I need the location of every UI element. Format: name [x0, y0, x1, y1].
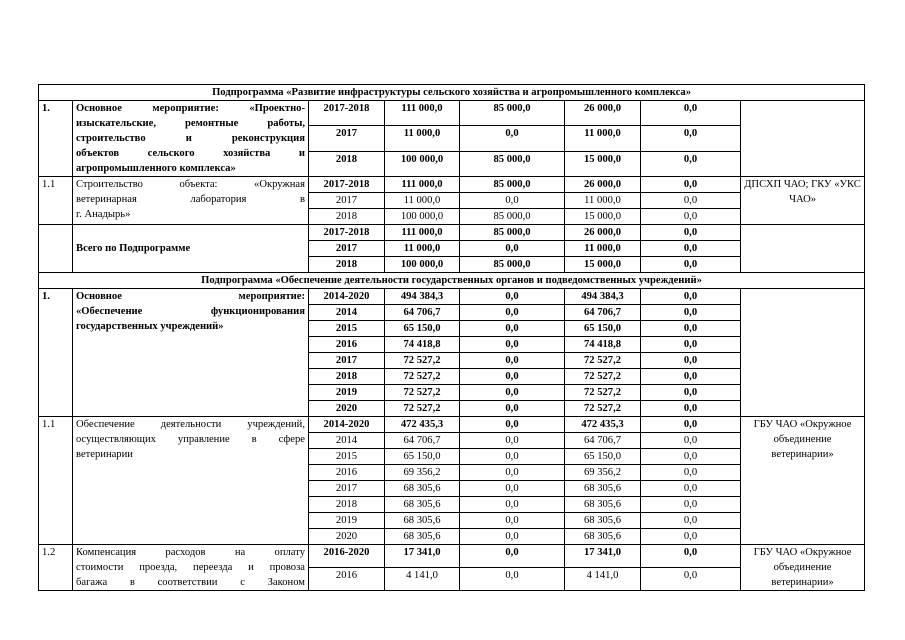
federal-cell: 0,0: [460, 337, 565, 353]
other-cell: 0,0: [641, 417, 741, 433]
period-cell: 2015: [309, 449, 385, 465]
regional-cell: 72 527,2: [565, 385, 641, 401]
period-cell: 2018: [309, 209, 385, 225]
other-cell: 0,0: [641, 449, 741, 465]
total-cell: 72 527,2: [385, 385, 460, 401]
total-cell: 68 305,6: [385, 529, 460, 545]
period-cell: 2019: [309, 385, 385, 401]
total-cell: 100 000,0: [385, 257, 460, 273]
other-cell: 0,0: [641, 209, 741, 225]
regional-cell: 72 527,2: [565, 369, 641, 385]
federal-cell: 85 000,0: [460, 257, 565, 273]
executor-cell: [741, 225, 865, 273]
description-line: «Обеспечение функционирования: [76, 306, 305, 317]
total-cell: 72 527,2: [385, 369, 460, 385]
total-cell: 111 000,0: [385, 177, 460, 193]
federal-cell: 0,0: [460, 289, 565, 305]
period-cell: 2018: [309, 497, 385, 513]
other-cell: 0,0: [641, 545, 741, 568]
federal-cell: 0,0: [460, 369, 565, 385]
period-cell: 2014: [309, 433, 385, 449]
description-line: Всего по Подпрограмме: [76, 243, 191, 254]
regional-cell: 472 435,3: [565, 417, 641, 433]
description-line: Компенсация расходов на оплату: [76, 547, 305, 558]
other-cell: 0,0: [641, 353, 741, 369]
table-row: [39, 417, 865, 433]
federal-cell: 0,0: [460, 417, 565, 433]
other-cell: 0,0: [641, 401, 741, 417]
federal-cell: 0,0: [460, 465, 565, 481]
period-cell: 2017-2018: [309, 101, 385, 126]
period-cell: 2014: [309, 305, 385, 321]
other-cell: 0,0: [641, 126, 741, 151]
total-cell: 68 305,6: [385, 513, 460, 529]
regional-cell: 11 000,0: [565, 126, 641, 151]
other-cell: 0,0: [641, 481, 741, 497]
executor-cell: ГБУ ЧАО «Окружное объединение ветеринарии»: [741, 545, 865, 591]
federal-cell: 85 000,0: [460, 209, 565, 225]
period-cell: 2017-2018: [309, 225, 385, 241]
description-line: Основное мероприятие:: [76, 291, 305, 302]
description-line: агропромышленного комплекса»: [76, 163, 236, 174]
period-cell: 2017-2018: [309, 177, 385, 193]
federal-cell: 0,0: [460, 529, 565, 545]
total-cell: 494 384,3: [385, 289, 460, 305]
regional-cell: 68 305,6: [565, 497, 641, 513]
period-cell: 2016: [309, 568, 385, 591]
regional-cell: 74 418,8: [565, 337, 641, 353]
total-cell: 111 000,0: [385, 225, 460, 241]
federal-cell: 0,0: [460, 321, 565, 337]
total-cell: 64 706,7: [385, 433, 460, 449]
item-number: 1.: [39, 289, 73, 417]
regional-cell: 68 305,6: [565, 481, 641, 497]
total-cell: 74 418,8: [385, 337, 460, 353]
item-number: 1.: [39, 101, 73, 177]
description-line: багажа в соответствии с Законом: [76, 577, 305, 588]
item-description: [73, 101, 309, 177]
description-line: государственных учреждений»: [76, 321, 224, 332]
total-cell: 72 527,2: [385, 353, 460, 369]
period-cell: 2015: [309, 321, 385, 337]
executor-cell: ДПСХП ЧАО; ГКУ «УКС ЧАО»: [741, 177, 865, 225]
item-number: [39, 225, 73, 273]
executor-cell: [741, 289, 865, 417]
item-description: [73, 545, 309, 591]
period-cell: 2017: [309, 353, 385, 369]
other-cell: 0,0: [641, 529, 741, 545]
regional-cell: 69 356,2: [565, 465, 641, 481]
period-cell: 2016-2020: [309, 545, 385, 568]
regional-cell: 26 000,0: [565, 101, 641, 126]
description-line: Основное мероприятие: «Проектно-: [76, 103, 305, 114]
period-cell: 2018: [309, 151, 385, 176]
description-line: стоимости проезда, переезда и провоза: [76, 562, 305, 573]
regional-cell: 15 000,0: [565, 257, 641, 273]
total-cell: 65 150,0: [385, 321, 460, 337]
total-cell: 11 000,0: [385, 241, 460, 257]
total-cell: 64 706,7: [385, 305, 460, 321]
period-cell: 2017: [309, 193, 385, 209]
federal-cell: 85 000,0: [460, 101, 565, 126]
period-cell: 2018: [309, 369, 385, 385]
other-cell: 0,0: [641, 305, 741, 321]
regional-cell: 72 527,2: [565, 401, 641, 417]
regional-cell: 4 141,0: [565, 568, 641, 591]
federal-cell: 0,0: [460, 568, 565, 591]
table-row: [39, 545, 865, 568]
other-cell: 0,0: [641, 177, 741, 193]
total-cell: 100 000,0: [385, 209, 460, 225]
period-cell: 2017: [309, 241, 385, 257]
description-line: объектов сельского хозяйства и: [76, 148, 305, 159]
federal-cell: 0,0: [460, 193, 565, 209]
federal-cell: 0,0: [460, 305, 565, 321]
item-number: 1.2: [39, 545, 73, 591]
total-cell: 11 000,0: [385, 126, 460, 151]
period-cell: 2014-2020: [309, 289, 385, 305]
regional-cell: 64 706,7: [565, 433, 641, 449]
regional-cell: 68 305,6: [565, 529, 641, 545]
regional-cell: 15 000,0: [565, 209, 641, 225]
regional-cell: 494 384,3: [565, 289, 641, 305]
description-line: ветеринарная лаборатория в: [76, 194, 305, 205]
period-cell: 2017: [309, 481, 385, 497]
regional-cell: 17 341,0: [565, 545, 641, 568]
description-line: изыскательские, ремонтные работы,: [76, 118, 305, 129]
executor-cell: [741, 101, 865, 177]
regional-cell: 65 150,0: [565, 321, 641, 337]
regional-cell: 68 305,6: [565, 513, 641, 529]
other-cell: 0,0: [641, 241, 741, 257]
regional-cell: 65 150,0: [565, 449, 641, 465]
other-cell: 0,0: [641, 497, 741, 513]
total-cell: 4 141,0: [385, 568, 460, 591]
description-line: ветеринарии: [76, 449, 133, 460]
table-row: [39, 177, 865, 193]
period-cell: 2020: [309, 529, 385, 545]
item-description: [73, 417, 309, 545]
period-cell: 2016: [309, 465, 385, 481]
period-cell: 2017: [309, 126, 385, 151]
regional-cell: 11 000,0: [565, 193, 641, 209]
regional-cell: 64 706,7: [565, 305, 641, 321]
program-funding-table: [38, 84, 865, 591]
other-cell: 0,0: [641, 193, 741, 209]
regional-cell: 11 000,0: [565, 241, 641, 257]
item-number: 1.1: [39, 177, 73, 225]
other-cell: 0,0: [641, 151, 741, 176]
other-cell: 0,0: [641, 101, 741, 126]
other-cell: 0,0: [641, 568, 741, 591]
other-cell: 0,0: [641, 337, 741, 353]
regional-cell: 26 000,0: [565, 177, 641, 193]
federal-cell: 0,0: [460, 449, 565, 465]
item-description: [73, 177, 309, 225]
federal-cell: 85 000,0: [460, 225, 565, 241]
regional-cell: 26 000,0: [565, 225, 641, 241]
other-cell: 0,0: [641, 465, 741, 481]
total-cell: 111 000,0: [385, 101, 460, 126]
other-cell: 0,0: [641, 321, 741, 337]
federal-cell: 0,0: [460, 385, 565, 401]
federal-cell: 0,0: [460, 433, 565, 449]
item-description: [73, 289, 309, 417]
description-line: осуществляющих управление в сфере: [76, 434, 305, 445]
other-cell: 0,0: [641, 513, 741, 529]
other-cell: 0,0: [641, 289, 741, 305]
federal-cell: 0,0: [460, 545, 565, 568]
regional-cell: 15 000,0: [565, 151, 641, 176]
other-cell: 0,0: [641, 385, 741, 401]
section-header-row: [39, 85, 865, 101]
item-description: [73, 225, 309, 273]
table-row: [39, 101, 865, 126]
federal-cell: 85 000,0: [460, 151, 565, 176]
federal-cell: 0,0: [460, 497, 565, 513]
budget-table-page: [38, 84, 864, 591]
period-cell: 2018: [309, 257, 385, 273]
other-cell: 0,0: [641, 257, 741, 273]
federal-cell: 0,0: [460, 353, 565, 369]
period-cell: 2014-2020: [309, 417, 385, 433]
period-cell: 2019: [309, 513, 385, 529]
total-cell: 100 000,0: [385, 151, 460, 176]
federal-cell: 0,0: [460, 401, 565, 417]
federal-cell: 0,0: [460, 126, 565, 151]
table-row: [39, 225, 865, 241]
total-cell: 17 341,0: [385, 545, 460, 568]
table-row: [39, 289, 865, 305]
period-cell: 2020: [309, 401, 385, 417]
section-header: Подпрограмма «Развитие инфраструктуры сельского хозяйства и агропромышленного комплекса»: [39, 85, 865, 101]
total-cell: 69 356,2: [385, 465, 460, 481]
executor-cell: ГБУ ЧАО «Окружное объединение ветеринарии»: [741, 417, 865, 545]
period-cell: 2016: [309, 337, 385, 353]
total-cell: 65 150,0: [385, 449, 460, 465]
total-cell: 472 435,3: [385, 417, 460, 433]
description-line: Обеспечение деятельности учреждений,: [76, 419, 305, 430]
total-cell: 11 000,0: [385, 193, 460, 209]
total-cell: 68 305,6: [385, 481, 460, 497]
federal-cell: 0,0: [460, 481, 565, 497]
other-cell: 0,0: [641, 433, 741, 449]
description-line: строительство и реконструкция: [76, 133, 305, 144]
section-header-row: [39, 273, 865, 289]
total-cell: 68 305,6: [385, 497, 460, 513]
federal-cell: 0,0: [460, 241, 565, 257]
total-cell: 72 527,2: [385, 401, 460, 417]
item-number: 1.1: [39, 417, 73, 545]
description-line: Строительство объекта: «Окружная: [76, 179, 305, 190]
other-cell: 0,0: [641, 225, 741, 241]
description-line: г. Анадырь»: [76, 209, 131, 220]
regional-cell: 72 527,2: [565, 353, 641, 369]
other-cell: 0,0: [641, 369, 741, 385]
federal-cell: 0,0: [460, 513, 565, 529]
federal-cell: 85 000,0: [460, 177, 565, 193]
section-header: Подпрограмма «Обеспечение деятельности государственных органов и подведомственных учреждений»: [39, 273, 865, 289]
